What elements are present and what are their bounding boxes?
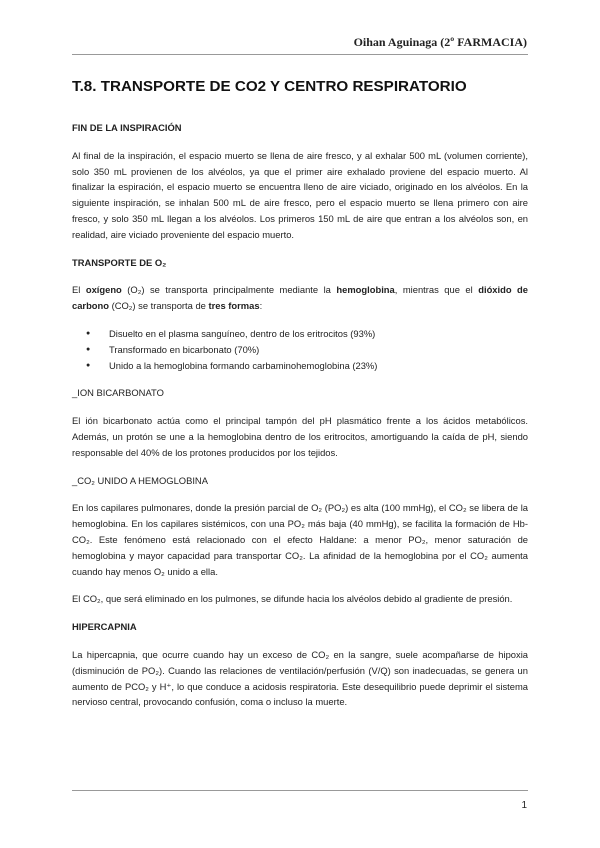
paragraph-co2-hemoglobina-2: El CO₂, que será eliminado en los pulmones, se difunde hacia los alvéolos debido al gradiente de presión. [72,593,513,605]
list-item: ● Unido a la hemoglobina formando carbaminohemoglobina (23%) [72,358,528,374]
section-heading-co2-hemoglobina: _CO₂ UNIDO A HEMOGLOBINA [72,474,208,486]
page-title: T.8. TRANSPORTE DE CO2 Y CENTRO RESPIRATORIO [72,78,467,95]
page-number: 1 [521,800,527,811]
footer-divider [72,790,528,791]
paragraph-ion-bicarbonato: El ión bicarbonato actúa como el principal tampón del pH plasmático frente a los ácidos metabólicos. Además, un protón se une a la hemoglobina dentro de los eritrocitos, amortiguando la caída de pH, siendo responsable del 40% de los protones producidos por los tejidos. [72,415,528,458]
header-divider [72,54,528,55]
section-heading-hipercapnia: HIPERCAPNIA [72,621,137,633]
list-item: ● Transformado en bicarbonato (70%) [72,342,528,358]
document-body [72,120,528,710]
section-heading-transporte-o2: TRANSPORTE DE O₂ [72,256,167,268]
paragraph-hipercapnia: La hipercapnia, que ocurre cuando hay un exceso de CO₂ en la sangre, suele acompañarse de hipoxia (disminución de PO₂). Cuando las relaciones de ventilación/perfusión (V/Q) son inadecuadas, se genera un aumento de PCO₂ y H⁺, lo que conduce a acidosis respiratoria. Este desequilibrio puede deprimir el sistema nervioso central, provocando confusión, coma o incluso la muerte. [72,648,528,708]
section-heading-ion-bicarbonato: _ION BICARBONATO [72,387,164,399]
paragraph-transporte-o2: El oxígeno (O₂) se transporta principalmente mediante la hemoglobina, mientras que el dióxido de carbono (CO₂) se transporta de tres formas: [72,284,529,312]
list-item: ● Disuelto en el plasma sanguíneo, dentro de los eritrocitos (93%) [72,326,528,342]
paragraph-fin-inspiracion: Al final de la inspiración, el espacio muerto se llena de aire fresco, y al exhalar 500 mL (volumen corriente), solo 350 mL provienen de los alvéolos, ya que el primer aire exhalado proviene del espacio muerto. Al finalizar la espiración, el espacio muerto se encuentra lleno de aire viciado, originado en los alvéolos. En la siguiente inspiración, se inhalan 500 mL de aire fresco, pero el espacio muerto se llena primero con aire fresco, y solo 350 mL llegan a los alvéolos. Los primeros 150 mL de aire que entran a los alvéolos son, en realidad, aire viciado proveniente del espacio muerto. [72,149,528,240]
section-heading-fin-inspiracion: FIN DE LA INSPIRACIÓN [72,122,182,133]
header-author: Oihan Aguinaga (2º FARMACIA) [353,35,527,49]
transport-forms-list [72,326,528,373]
paragraph-co2-hemoglobina-1: En los capilares pulmonares, donde la presión parcial de O₂ (PO₂) es alta (100 mmHg), el CO₂ se libera de la hemoglobina. En los capilares sistémicos, con una PO₂ más baja (40 mmHg), se facilita la formación de Hb-CO₂. Este fenómeno está relacionado con el efecto Haldane: a menor PO₂, menor saturación de hemoglobina y mayor capacidad para transportar CO₂. La afinidad de la hemoglobina por el CO₂ aumenta cuando hay menos O₂ unido a ella. [72,502,528,577]
